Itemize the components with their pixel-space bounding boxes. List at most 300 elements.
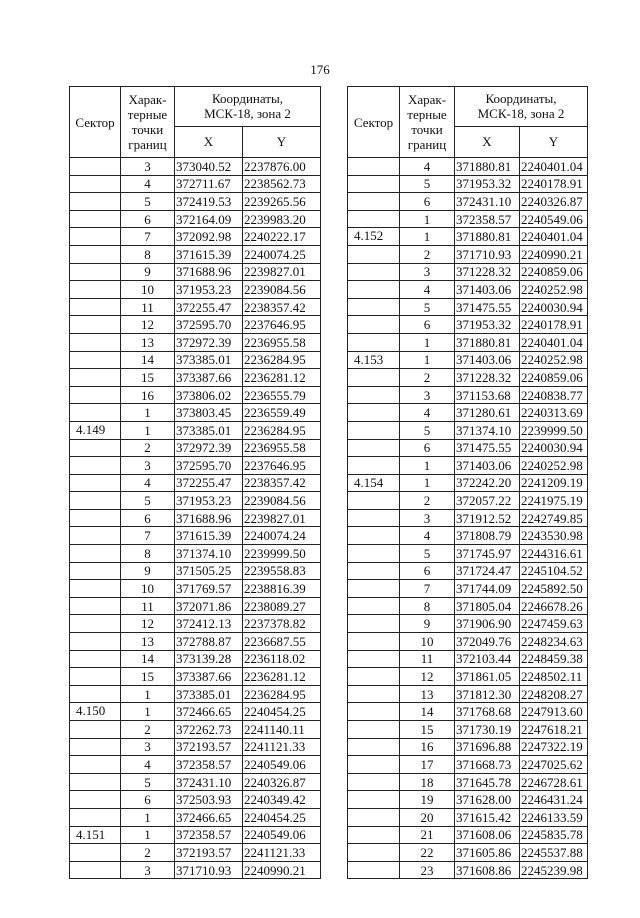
x-coordinate-cell: 372466.65	[175, 703, 243, 721]
point-number-cell: 4	[400, 527, 455, 545]
x-coordinate-cell: 371505.25	[175, 562, 243, 580]
table-row	[70, 404, 321, 422]
sector-cell	[348, 369, 400, 387]
point-number-cell: 1	[400, 351, 455, 369]
x-coordinate-cell: 371724.47	[455, 562, 520, 580]
x-coordinate-cell: 372595.70	[175, 457, 243, 475]
x-coordinate-cell: 371374.10	[455, 421, 520, 439]
sector-cell	[348, 527, 400, 545]
point-number-cell: 14	[121, 650, 175, 668]
header-sector: Сектор	[348, 87, 400, 158]
point-number-cell: 8	[400, 597, 455, 615]
x-coordinate-cell: 371615.39	[175, 527, 243, 545]
point-number-cell: 8	[121, 545, 175, 563]
sector-cell	[70, 175, 121, 193]
sector-cell	[70, 210, 121, 228]
table-row	[348, 597, 588, 615]
point-number-cell: 15	[400, 721, 455, 739]
left-table-body	[70, 158, 321, 879]
point-number-cell: 6	[400, 193, 455, 211]
table-row	[70, 861, 321, 879]
x-coordinate-cell: 371812.30	[455, 685, 520, 703]
table-row	[348, 527, 588, 545]
sector-cell	[348, 633, 400, 651]
table-row	[70, 633, 321, 651]
table-row	[70, 650, 321, 668]
table-row	[348, 158, 588, 176]
table-row	[70, 439, 321, 457]
y-coordinate-cell: 2241975.19	[520, 492, 588, 510]
table-row	[70, 580, 321, 598]
sector-cell	[348, 492, 400, 510]
y-coordinate-cell: 2247025.62	[520, 756, 588, 774]
header-points-line1: Харак-	[128, 92, 167, 107]
y-coordinate-cell: 2247618.21	[520, 721, 588, 739]
sector-cell	[70, 773, 121, 791]
y-coordinate-cell: 2245104.52	[520, 562, 588, 580]
point-number-cell: 4	[121, 175, 175, 193]
table-row	[348, 210, 588, 228]
header-coordinates-line1: Координаты,	[485, 91, 557, 107]
sector-cell	[348, 844, 400, 862]
x-coordinate-cell: 372358.57	[175, 756, 243, 774]
table-row	[348, 386, 588, 404]
table-row	[348, 175, 588, 193]
y-coordinate-cell: 2236955.58	[243, 333, 321, 351]
point-number-cell: 13	[121, 633, 175, 651]
x-coordinate-cell: 371744.09	[455, 580, 520, 598]
table-row	[70, 369, 321, 387]
point-number-cell: 1	[121, 826, 175, 844]
table-row	[70, 545, 321, 563]
x-coordinate-cell: 373387.66	[175, 668, 243, 686]
x-coordinate-cell: 372164.09	[175, 210, 243, 228]
x-coordinate-cell: 371608.06	[455, 826, 520, 844]
y-coordinate-cell: 2240401.04	[520, 158, 588, 176]
x-coordinate-cell: 372193.57	[175, 738, 243, 756]
sector-cell	[348, 404, 400, 422]
table-row	[70, 509, 321, 527]
sector-cell	[70, 615, 121, 633]
y-coordinate-cell: 2239265.56	[243, 193, 321, 211]
header-coordinates-line2: МСК-18, зона 2	[477, 106, 565, 122]
table-row	[70, 808, 321, 826]
table-row	[348, 685, 588, 703]
sector-cell	[348, 421, 400, 439]
sector-cell	[70, 439, 121, 457]
table-row	[70, 597, 321, 615]
x-coordinate-cell: 372412.13	[175, 615, 243, 633]
x-coordinate-cell: 373387.66	[175, 369, 243, 387]
point-number-cell: 5	[400, 175, 455, 193]
sector-cell: 4.153	[348, 351, 400, 369]
sector-cell	[348, 193, 400, 211]
y-coordinate-cell: 2236555.79	[243, 386, 321, 404]
point-number-cell: 16	[400, 738, 455, 756]
y-coordinate-cell: 2240074.24	[243, 527, 321, 545]
table-row	[70, 228, 321, 246]
x-coordinate-cell: 372595.70	[175, 316, 243, 334]
y-coordinate-cell: 2238089.27	[243, 597, 321, 615]
x-coordinate-cell: 371668.73	[455, 756, 520, 774]
y-coordinate-cell: 2240252.98	[520, 351, 588, 369]
table-row	[348, 298, 588, 316]
y-coordinate-cell: 2240990.21	[243, 861, 321, 879]
y-coordinate-cell: 2241121.33	[243, 844, 321, 862]
y-coordinate-cell: 2236284.95	[243, 421, 321, 439]
y-coordinate-cell: 2243530.98	[520, 527, 588, 545]
y-coordinate-cell: 2239827.01	[243, 263, 321, 281]
y-coordinate-cell: 2240252.98	[520, 281, 588, 299]
y-coordinate-cell: 2240549.06	[243, 826, 321, 844]
point-number-cell: 12	[121, 316, 175, 334]
sector-cell	[348, 650, 400, 668]
sector-cell	[70, 509, 121, 527]
sector-cell	[70, 562, 121, 580]
table-row	[348, 791, 588, 809]
header-points	[400, 87, 455, 158]
sector-cell	[348, 562, 400, 580]
point-number-cell: 16	[121, 386, 175, 404]
sector-cell: 4.150	[70, 703, 121, 721]
y-coordinate-cell: 2247322.19	[520, 738, 588, 756]
y-coordinate-cell: 2239084.56	[243, 492, 321, 510]
header-x: X	[455, 126, 520, 157]
table-row	[348, 826, 588, 844]
y-coordinate-cell: 2245835.78	[520, 826, 588, 844]
x-coordinate-cell: 371953.23	[175, 281, 243, 299]
y-coordinate-cell: 2240549.06	[243, 756, 321, 774]
x-coordinate-cell: 373385.01	[175, 421, 243, 439]
point-number-cell: 14	[400, 703, 455, 721]
x-coordinate-cell: 372255.47	[175, 474, 243, 492]
sector-cell	[348, 333, 400, 351]
x-coordinate-cell: 371710.93	[455, 245, 520, 263]
sector-cell	[70, 158, 121, 176]
table-row	[70, 703, 321, 721]
y-coordinate-cell: 2237876.00	[243, 158, 321, 176]
y-coordinate-cell: 2236687.55	[243, 633, 321, 651]
sector-cell	[70, 492, 121, 510]
table-row	[70, 457, 321, 475]
table-row	[70, 298, 321, 316]
x-coordinate-cell: 371953.32	[455, 316, 520, 334]
table-row	[70, 351, 321, 369]
sector-cell	[70, 738, 121, 756]
y-coordinate-cell: 2239558.83	[243, 562, 321, 580]
point-number-cell: 1	[121, 421, 175, 439]
y-coordinate-cell: 2248208.27	[520, 685, 588, 703]
y-coordinate-cell: 2236284.95	[243, 685, 321, 703]
point-number-cell: 6	[400, 562, 455, 580]
x-coordinate-cell: 372242.20	[455, 474, 520, 492]
table-row	[348, 492, 588, 510]
sector-cell	[70, 668, 121, 686]
sector-cell	[70, 316, 121, 334]
x-coordinate-cell: 372103.44	[455, 650, 520, 668]
table-row	[348, 633, 588, 651]
sector-cell	[348, 668, 400, 686]
point-number-cell: 9	[121, 263, 175, 281]
page-number: 176	[310, 62, 330, 77]
sector-cell	[70, 808, 121, 826]
point-number-cell: 9	[400, 615, 455, 633]
point-number-cell: 3	[121, 738, 175, 756]
sector-cell	[348, 281, 400, 299]
point-number-cell: 3	[121, 861, 175, 879]
x-coordinate-cell: 372255.47	[175, 298, 243, 316]
sector-cell	[348, 439, 400, 457]
point-number-cell: 10	[121, 580, 175, 598]
table-row	[348, 580, 588, 598]
table-row	[348, 245, 588, 263]
sector-cell	[348, 509, 400, 527]
sector-cell	[70, 386, 121, 404]
point-number-cell: 7	[121, 527, 175, 545]
table-row	[348, 703, 588, 721]
y-coordinate-cell: 2237378.82	[243, 615, 321, 633]
sector-cell	[348, 861, 400, 879]
y-coordinate-cell: 2240454.25	[243, 808, 321, 826]
table-row	[348, 333, 588, 351]
point-number-cell: 22	[400, 844, 455, 862]
x-coordinate-cell: 371805.04	[455, 597, 520, 615]
x-coordinate-cell: 373139.28	[175, 650, 243, 668]
table-row	[70, 316, 321, 334]
x-coordinate-cell: 372049.76	[455, 633, 520, 651]
x-coordinate-cell: 371153.68	[455, 386, 520, 404]
y-coordinate-cell: 2248459.38	[520, 650, 588, 668]
sector-cell: 4.152	[348, 228, 400, 246]
point-number-cell: 20	[400, 808, 455, 826]
y-coordinate-cell: 2240178.91	[520, 316, 588, 334]
x-coordinate-cell: 371374.10	[175, 545, 243, 563]
point-number-cell: 3	[400, 263, 455, 281]
x-coordinate-cell: 373040.52	[175, 158, 243, 176]
y-coordinate-cell: 2245892.50	[520, 580, 588, 598]
coordinates-table-right	[347, 86, 588, 879]
x-coordinate-cell: 371710.93	[175, 861, 243, 879]
point-number-cell: 18	[400, 773, 455, 791]
sector-cell	[348, 597, 400, 615]
header-points-line3: точки	[131, 122, 164, 137]
sector-cell	[348, 386, 400, 404]
x-coordinate-cell: 373806.02	[175, 386, 243, 404]
y-coordinate-cell: 2239999.50	[243, 545, 321, 563]
coordinates-table-left	[69, 86, 321, 879]
x-coordinate-cell: 372972.39	[175, 439, 243, 457]
x-coordinate-cell: 371615.42	[455, 808, 520, 826]
x-coordinate-cell: 372431.10	[455, 193, 520, 211]
x-coordinate-cell: 371953.32	[455, 175, 520, 193]
point-number-cell: 23	[400, 861, 455, 879]
x-coordinate-cell: 371906.90	[455, 615, 520, 633]
y-coordinate-cell: 2237646.95	[243, 457, 321, 475]
sector-cell	[70, 474, 121, 492]
table-row	[348, 228, 588, 246]
x-coordinate-cell: 371228.32	[455, 369, 520, 387]
x-coordinate-cell: 372262.73	[175, 721, 243, 739]
x-coordinate-cell: 372419.53	[175, 193, 243, 211]
y-coordinate-cell: 2236284.95	[243, 351, 321, 369]
table-row	[348, 738, 588, 756]
y-coordinate-cell: 2244316.61	[520, 545, 588, 563]
sector-cell	[348, 756, 400, 774]
header-coordinates-line1: Координаты,	[212, 91, 283, 107]
table-row	[70, 193, 321, 211]
sector-cell	[70, 457, 121, 475]
y-coordinate-cell: 2240222.17	[243, 228, 321, 246]
point-number-cell: 4	[400, 404, 455, 422]
x-coordinate-cell: 373803.45	[175, 404, 243, 422]
point-number-cell: 12	[121, 615, 175, 633]
y-coordinate-cell: 2240326.87	[243, 773, 321, 791]
table-row	[70, 210, 321, 228]
sector-cell	[70, 597, 121, 615]
table-row	[70, 668, 321, 686]
x-coordinate-cell: 372071.86	[175, 597, 243, 615]
table-row	[70, 263, 321, 281]
point-number-cell: 11	[121, 298, 175, 316]
sector-cell	[70, 791, 121, 809]
y-coordinate-cell: 2246728.61	[520, 773, 588, 791]
y-coordinate-cell: 2240454.25	[243, 703, 321, 721]
y-coordinate-cell: 2246431.24	[520, 791, 588, 809]
sector-cell	[348, 263, 400, 281]
y-coordinate-cell: 2239827.01	[243, 509, 321, 527]
x-coordinate-cell: 371403.06	[455, 351, 520, 369]
table-row	[70, 738, 321, 756]
y-coordinate-cell: 2246678.26	[520, 597, 588, 615]
y-coordinate-cell: 2242749.85	[520, 509, 588, 527]
sector-cell	[348, 457, 400, 475]
sector-cell	[348, 245, 400, 263]
header-points-line3: точки	[411, 122, 443, 137]
table-row	[70, 386, 321, 404]
right-table-body	[348, 158, 588, 879]
x-coordinate-cell: 372466.65	[175, 808, 243, 826]
point-number-cell: 1	[400, 474, 455, 492]
y-coordinate-cell: 2245537.88	[520, 844, 588, 862]
point-number-cell: 2	[121, 721, 175, 739]
point-number-cell: 17	[400, 756, 455, 774]
y-coordinate-cell: 2240859.06	[520, 369, 588, 387]
point-number-cell: 11	[121, 597, 175, 615]
header-points-line4: границ	[407, 137, 447, 152]
y-coordinate-cell: 2241140.11	[243, 721, 321, 739]
point-number-cell: 6	[121, 210, 175, 228]
sector-cell	[348, 738, 400, 756]
sector-cell	[70, 721, 121, 739]
sector-cell	[70, 527, 121, 545]
sector-cell	[70, 756, 121, 774]
point-number-cell: 15	[121, 369, 175, 387]
sector-cell	[70, 545, 121, 563]
x-coordinate-cell: 371608.86	[455, 861, 520, 879]
y-coordinate-cell: 2240401.04	[520, 228, 588, 246]
header-points-line4: границ	[128, 137, 167, 152]
point-number-cell: 1	[121, 404, 175, 422]
sector-cell	[70, 685, 121, 703]
table-row	[348, 773, 588, 791]
x-coordinate-cell: 371628.00	[455, 791, 520, 809]
y-coordinate-cell: 2247459.63	[520, 615, 588, 633]
table-row	[70, 756, 321, 774]
sector-cell	[70, 228, 121, 246]
sector-cell	[348, 808, 400, 826]
point-number-cell: 2	[400, 369, 455, 387]
point-number-cell: 7	[400, 580, 455, 598]
sector-cell	[348, 703, 400, 721]
table-row	[348, 756, 588, 774]
point-number-cell: 1	[400, 333, 455, 351]
sector-cell	[348, 615, 400, 633]
sector-cell	[70, 844, 121, 862]
sector-cell	[70, 369, 121, 387]
y-coordinate-cell: 2240326.87	[520, 193, 588, 211]
point-number-cell: 1	[121, 685, 175, 703]
sector-cell	[70, 580, 121, 598]
table-row	[70, 175, 321, 193]
table-row	[348, 474, 588, 492]
table-row	[348, 861, 588, 879]
point-number-cell: 2	[121, 439, 175, 457]
y-coordinate-cell: 2236559.49	[243, 404, 321, 422]
point-number-cell: 2	[400, 492, 455, 510]
x-coordinate-cell: 371880.81	[455, 158, 520, 176]
x-coordinate-cell: 371953.23	[175, 492, 243, 510]
header-y: Y	[243, 126, 321, 157]
sector-cell	[348, 791, 400, 809]
point-number-cell: 1	[121, 808, 175, 826]
sector-cell: 4.149	[70, 421, 121, 439]
table-row	[348, 457, 588, 475]
point-number-cell: 9	[121, 562, 175, 580]
y-coordinate-cell: 2240349.42	[243, 791, 321, 809]
table-row	[70, 615, 321, 633]
sector-cell	[348, 175, 400, 193]
x-coordinate-cell: 371912.52	[455, 509, 520, 527]
y-coordinate-cell: 2240401.04	[520, 333, 588, 351]
point-number-cell: 5	[121, 492, 175, 510]
sector-cell	[348, 158, 400, 176]
y-coordinate-cell: 2238357.42	[243, 474, 321, 492]
sector-cell	[70, 333, 121, 351]
y-coordinate-cell: 2236955.58	[243, 439, 321, 457]
table-row	[70, 245, 321, 263]
x-coordinate-cell: 371730.19	[455, 721, 520, 739]
table-row	[348, 721, 588, 739]
x-coordinate-cell: 371645.78	[455, 773, 520, 791]
y-coordinate-cell: 2240030.94	[520, 298, 588, 316]
x-coordinate-cell: 371769.57	[175, 580, 243, 598]
table-row	[348, 808, 588, 826]
point-number-cell: 8	[121, 245, 175, 263]
table-row	[348, 316, 588, 334]
point-number-cell: 2	[121, 844, 175, 862]
sector-cell	[70, 404, 121, 422]
point-number-cell: 1	[121, 703, 175, 721]
header-coordinates	[175, 87, 321, 127]
y-coordinate-cell: 2238816.39	[243, 580, 321, 598]
x-coordinate-cell: 371768.68	[455, 703, 520, 721]
sector-cell	[348, 721, 400, 739]
x-coordinate-cell: 371696.88	[455, 738, 520, 756]
header-points-line1: Харак-	[407, 92, 447, 107]
x-coordinate-cell: 371605.86	[455, 844, 520, 862]
y-coordinate-cell: 2241209.19	[520, 474, 588, 492]
point-number-cell: 10	[400, 633, 455, 651]
